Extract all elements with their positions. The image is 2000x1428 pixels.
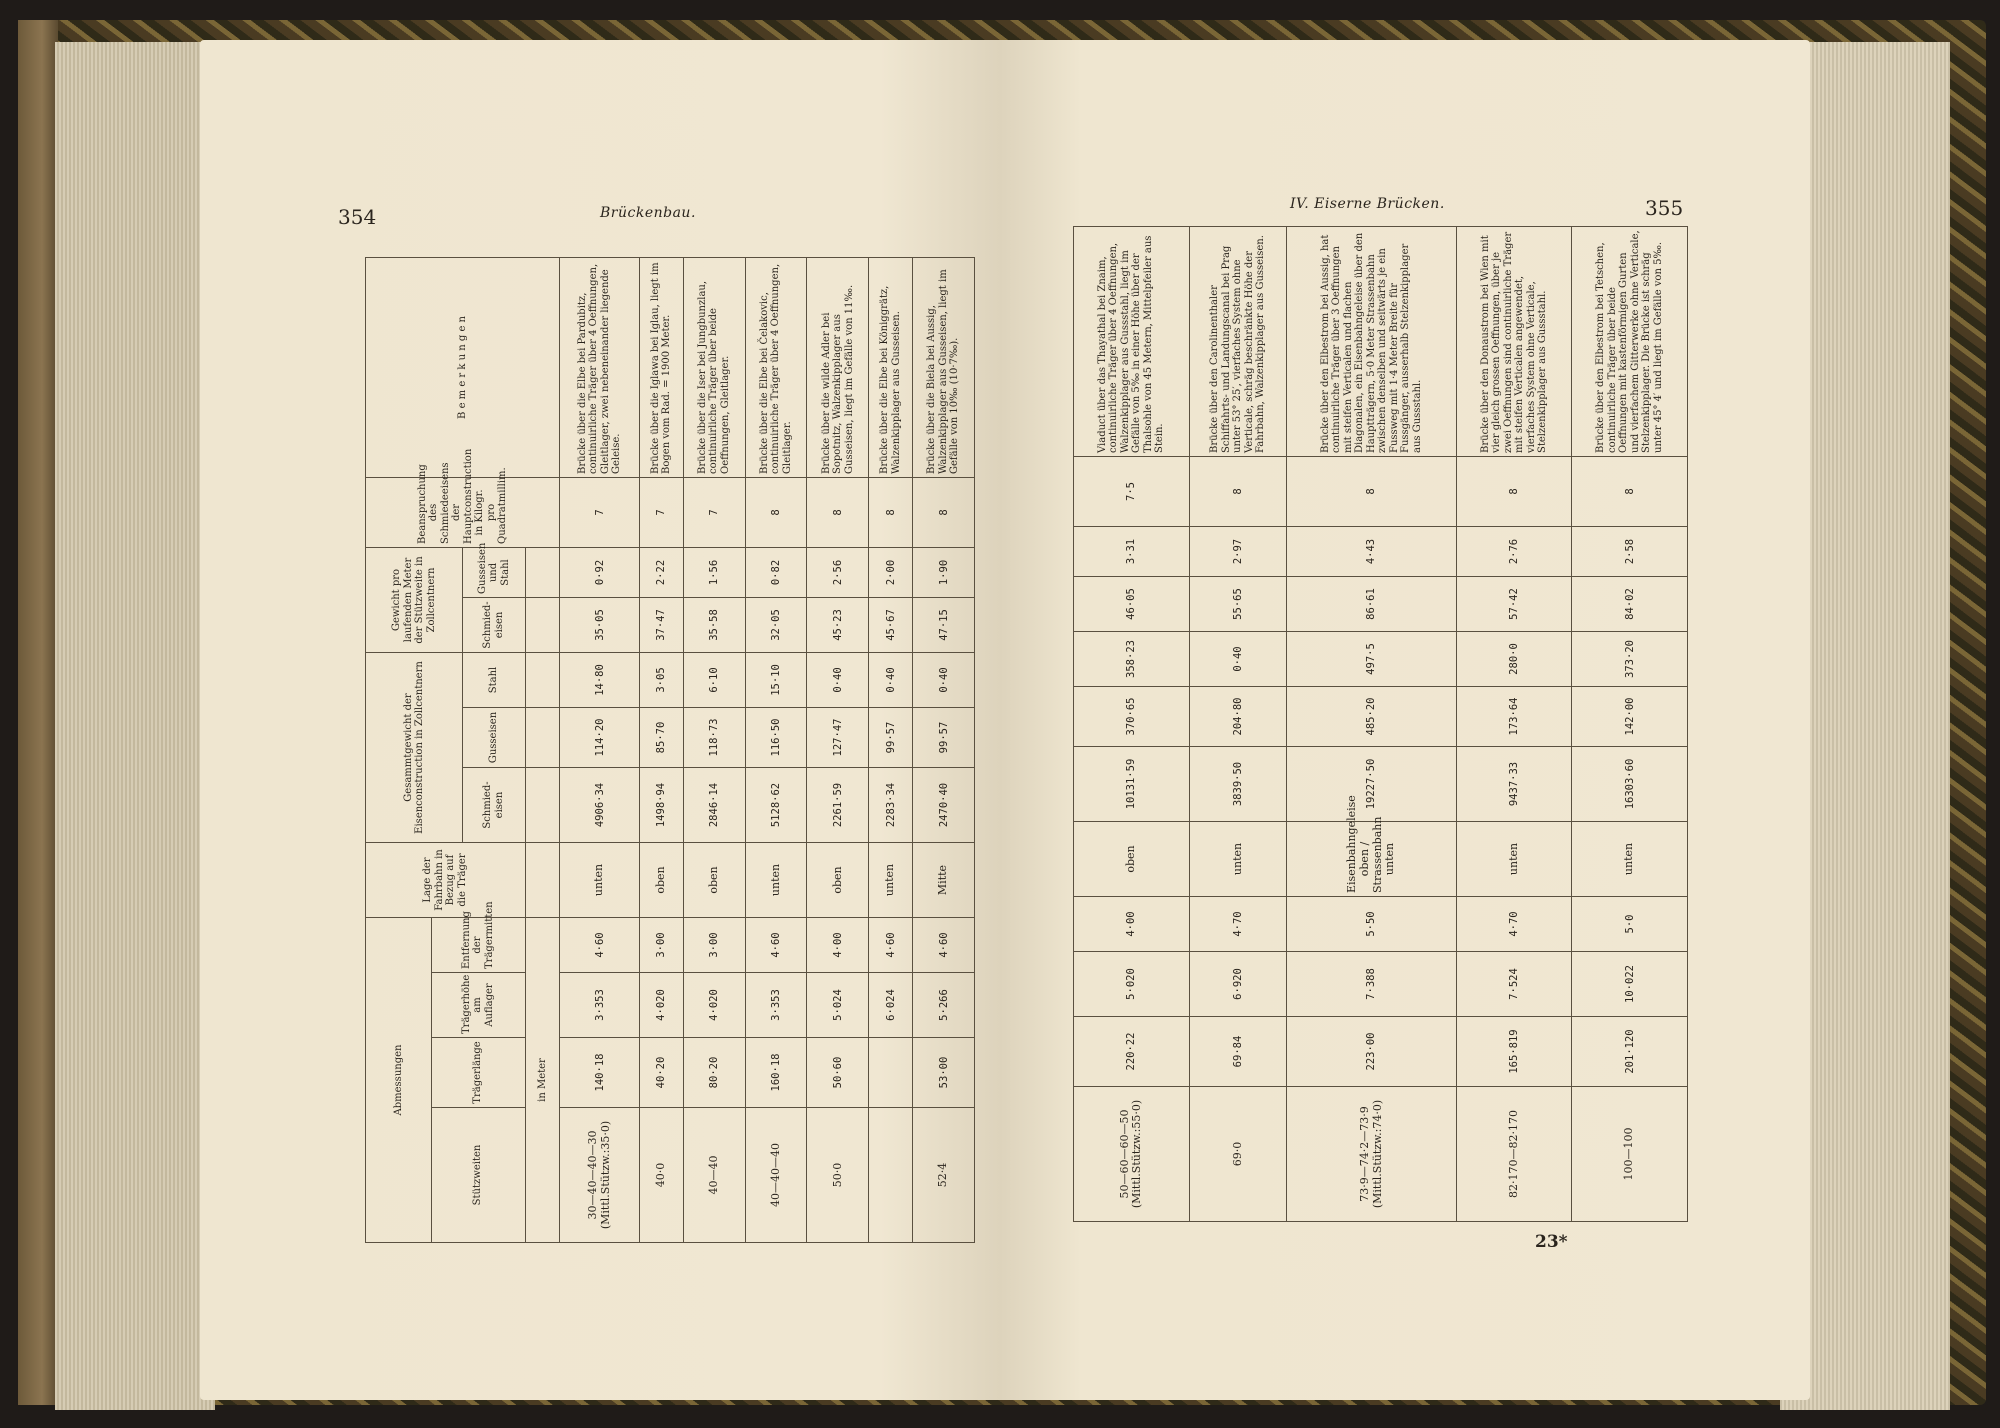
cell-entf: 4·60 <box>913 918 975 973</box>
cell-laenge: 53·00 <box>913 1038 975 1108</box>
cell-laenge: 220·22 <box>1074 1017 1190 1087</box>
cell-rem: Brücke über den Carolinenthaler Schiffahrts- und Landungscanal bei Prag unter 53° 25′, vierfaches System ohne Verticale, schräg beschränkte Höhe der Fahrbahn, Walzenkipplager aus Gusseisen. <box>1189 227 1287 457</box>
cell-ges_guss: 85·70 <box>639 708 683 768</box>
cell-ges_stahl: 497·5 <box>1287 632 1457 687</box>
cell-ges_schm: 16303·60 <box>1572 747 1688 822</box>
cell-lage: oben <box>683 843 745 918</box>
cell-rem: Brücke über die Elbe bei Čelakovic, continuirliche Träger über 4 Oeffnungen, Gleitlager. <box>745 257 807 477</box>
cell-bean: 8 <box>745 477 807 547</box>
cell-ges_schm: 5128·62 <box>745 768 807 843</box>
cell-ges_schm: 4906·34 <box>560 768 640 843</box>
table-row <box>745 257 807 1242</box>
cell-ges_schm: 2470·40 <box>913 768 975 843</box>
cell-rem: Brücke über den Elbestrom bei Tetschen, continuirliche Träger über beide Oeffnungen mit kastenförmigen Gurten und vierfachem Gitterwerke ohne Verticale, Stelzenkipplager. Die Brücke ist schräg unter 45° 4′ und liegt im Gefälle von 5‰. <box>1572 227 1688 457</box>
cell-hoehe: 7·524 <box>1456 952 1572 1017</box>
cell-rem: Brücke über die Elbe bei Pardubitz, continuirliche Träger über 4 Oeffnungen, Gleitlager, zwei nebeneinander liegende Geleise. <box>560 257 640 477</box>
header-bemerkungen: B e m e r k u n g e n <box>366 257 560 477</box>
cell-ges_guss: 485·20 <box>1287 687 1457 747</box>
header-gewicht-pro: Gewicht pro laufenden Meter der Stützweite in Zollcentnern <box>366 547 463 652</box>
cell-hoehe: 10·022 <box>1572 952 1688 1017</box>
cell-lm_schm: 55·65 <box>1189 577 1287 632</box>
cell-lage: Eisenbahngeleise oben / Strassenbahn unten <box>1287 822 1457 897</box>
table-row <box>807 257 869 1242</box>
header-lage: Lage der Fahrbahn in Bezug auf die Träger <box>366 843 526 918</box>
cell-bean: 7 <box>560 477 640 547</box>
cell-entf: 4·60 <box>745 918 807 973</box>
header-beanspruchung: Beanspruchung des Schmiedeeisens der Hauptconstruction in Kilogr. pro Quadratmillim. <box>366 477 560 547</box>
table-row <box>639 257 683 1242</box>
cell-ges_guss: 114·20 <box>560 708 640 768</box>
cell-hoehe: 5·024 <box>807 973 869 1038</box>
cell-lage: unten <box>1572 822 1688 897</box>
cell-lm_guss: 4·43 <box>1287 527 1457 577</box>
cell-bean: 8 <box>807 477 869 547</box>
cell-ges_schm: 9437·33 <box>1456 747 1572 822</box>
cell-lm_schm: 35·05 <box>560 597 640 652</box>
table-row <box>913 257 975 1242</box>
right-table-body <box>1074 227 1688 1222</box>
cell-rem: Brücke über die Iglawa bei Iglau, liegt im Bogen vom Rad. = 1900 Meter. <box>639 257 683 477</box>
cell-hoehe: 3·353 <box>560 973 640 1038</box>
cell-ges_guss: 127·47 <box>807 708 869 768</box>
cell-ges_stahl: 373·20 <box>1572 632 1688 687</box>
cell-stuetz: 40—40—40 <box>745 1108 807 1243</box>
cell-ges_guss: 142·00 <box>1572 687 1688 747</box>
running-head-left: Brückenbau. <box>600 205 696 221</box>
cell-lm_guss: 2·00 <box>869 547 913 597</box>
cell-ges_stahl: 14·80 <box>560 652 640 707</box>
cell-hoehe: 4·020 <box>683 973 745 1038</box>
cell-entf: 3·00 <box>639 918 683 973</box>
signature-mark: 23* <box>1535 1232 1568 1252</box>
cell-hoehe: 7·388 <box>1287 952 1457 1017</box>
table-row <box>1287 227 1457 1222</box>
cell-lage: oben <box>1074 822 1190 897</box>
cell-ges_stahl: 0·40 <box>913 652 975 707</box>
cell-bean: 8 <box>1572 457 1688 527</box>
cell-rem: Viaduct über das Thayathal bei Znaim, continuirliche Träger über 4 Oeffnungen, Walzenkipplager aus Gussstahl, liegt im Gefälle von 5‰ in einer Höhe über der Thalsohle von 45 Metern, Mittelpfeiler aus Stein. <box>1074 227 1190 457</box>
cell-rem: Brücke über den Elbestrom bei Aussig, hat continuirliche Träger über 3 Oeffnungen mit steifen Verticalen und flachen Diagonalen, ein Eisenbahngeleise über den Hauptträgern, 5·0 Meter Strassenbahn zwischen denselben und seitwärts je ein Fussweg mit 1·4 Meter Breite für Fussgänger, ausserhalb Stelzenkipplager aus Gussstahl. <box>1287 227 1457 457</box>
cell-lage: unten <box>745 843 807 918</box>
cell-rem: Brücke über die Biela bei Aussig, Walzenkipplager aus Gusseisen, liegt im Gefälle von 10‰ (10·7‰). <box>913 257 975 477</box>
cell-bean: 8 <box>1456 457 1572 527</box>
cell-laenge: 80·20 <box>683 1038 745 1108</box>
cell-stuetz: 100—100 <box>1572 1087 1688 1222</box>
cell-hoehe: 3·353 <box>745 973 807 1038</box>
cell-stuetz: 30—40—40—30 (Mittl.Stützw.:35·0) <box>560 1108 640 1243</box>
cell-hoehe: 6·024 <box>869 973 913 1038</box>
cell-lm_schm: 57·42 <box>1456 577 1572 632</box>
cell-lm_guss: 1·90 <box>913 547 975 597</box>
cell-ges_stahl: 358·23 <box>1074 632 1190 687</box>
cell-ges_stahl: 15·10 <box>745 652 807 707</box>
cell-rem: Brücke über den Donaustrom bei Wien mit vier gleich grossen Oeffnungen, über je zwei Oeffnungen sind continuirliche Träger mit steifen Verticalen angewendet, vierfaches System ohne Verticale, Stelzenkipplager aus Gussstahl. <box>1456 227 1572 457</box>
running-head-right: IV. Eiserne Brücken. <box>1290 196 1445 212</box>
cell-ges_guss: 99·57 <box>913 708 975 768</box>
table-row <box>869 257 913 1242</box>
cell-entf: 5·0 <box>1572 897 1688 952</box>
cell-hoehe: 5·020 <box>1074 952 1190 1017</box>
cell-stuetz: 40—40 <box>683 1108 745 1243</box>
cell-laenge <box>869 1038 913 1108</box>
cell-ges_guss: 370·65 <box>1074 687 1190 747</box>
cell-ges_guss: 99·57 <box>869 708 913 768</box>
table-row <box>1189 227 1287 1222</box>
cell-entf: 4·00 <box>807 918 869 973</box>
cell-ges_stahl: 0·40 <box>1189 632 1287 687</box>
cell-stuetz: 50·0 <box>807 1108 869 1243</box>
cell-laenge: 50·60 <box>807 1038 869 1108</box>
cell-lm_schm: 86·61 <box>1287 577 1457 632</box>
cell-laenge: 201·120 <box>1572 1017 1688 1087</box>
cell-lm_schm: 37·47 <box>639 597 683 652</box>
cell-ges_schm: 2283·34 <box>869 768 913 843</box>
header-stahl: Stahl <box>463 652 526 707</box>
cell-lage: oben <box>639 843 683 918</box>
cell-ges_schm: 3839·50 <box>1189 747 1287 822</box>
cell-ges_schm: 10131·59 <box>1074 747 1190 822</box>
cell-lm_guss: 3·31 <box>1074 527 1190 577</box>
cell-ges_stahl: 3·05 <box>639 652 683 707</box>
cell-lm_schm: 32·05 <box>745 597 807 652</box>
cell-entf: 4·00 <box>1074 897 1190 952</box>
cell-lm_schm: 46·05 <box>1074 577 1190 632</box>
cell-bean: 8 <box>869 477 913 547</box>
right-table-rotated <box>1073 227 1688 1222</box>
cell-entf: 4·60 <box>560 918 640 973</box>
cell-ges_schm: 19227·50 <box>1287 747 1457 822</box>
cell-laenge: 140·18 <box>560 1038 640 1108</box>
cell-ges_schm: 2261·59 <box>807 768 869 843</box>
header-schmiedeeisen: Schmied-eisen <box>463 768 526 843</box>
cell-lm_schm: 47·15 <box>913 597 975 652</box>
cell-ges_guss: 116·50 <box>745 708 807 768</box>
cell-laenge: 223·00 <box>1287 1017 1457 1087</box>
cell-laenge: 160·18 <box>745 1038 807 1108</box>
right-bridge-table <box>1073 226 1688 1222</box>
cell-lage: unten <box>560 843 640 918</box>
cell-hoehe: 5·266 <box>913 973 975 1038</box>
cell-bean: 8 <box>1189 457 1287 527</box>
cell-bean: 7 <box>683 477 745 547</box>
cell-ges_schm: 2846·14 <box>683 768 745 843</box>
cell-stuetz: 82·170—82·170 <box>1456 1087 1572 1222</box>
cell-lm_guss: 0·92 <box>560 547 640 597</box>
cell-lm_guss: 2·97 <box>1189 527 1287 577</box>
cell-stuetz: 52·4 <box>913 1108 975 1243</box>
cell-lage: oben <box>807 843 869 918</box>
header-entfernung: Entfernung der Trägermitten <box>431 918 525 973</box>
cell-laenge: 69·84 <box>1189 1017 1287 1087</box>
cell-ges_stahl: 0·40 <box>807 652 869 707</box>
cell-rem: Brücke über die Elbe bei Königgrätz, Walzenkipplager aus Gusseisen. <box>869 257 913 477</box>
table-row <box>683 257 745 1242</box>
cell-bean: 8 <box>913 477 975 547</box>
left-table-rotated <box>365 258 975 1243</box>
cell-rem: Brücke über die wilde Adler bei Sopotnitz, Walzenkipplager aus Gusseisen, liegt im Gefälle von 11‰. <box>807 257 869 477</box>
page-edges-left <box>55 42 215 1410</box>
cell-entf: 4·70 <box>1189 897 1287 952</box>
table-row <box>560 257 640 1242</box>
header-gusseisen: Gusseisen <box>463 708 526 768</box>
cell-lm_guss: 2·22 <box>639 547 683 597</box>
cell-stuetz: 69·0 <box>1189 1087 1287 1222</box>
cell-lage: unten <box>1456 822 1572 897</box>
cell-lm_guss: 2·76 <box>1456 527 1572 577</box>
cell-rem: Brücke über die Iser bei Jungbunzlau, continuirliche Träger über beide Oeffnungen, Gleitlager. <box>683 257 745 477</box>
cell-laenge: 165·819 <box>1456 1017 1572 1087</box>
cell-hoehe: 4·020 <box>639 973 683 1038</box>
cell-ges_schm: 1498·94 <box>639 768 683 843</box>
table-row <box>1074 227 1190 1222</box>
cell-lm_guss: 2·56 <box>807 547 869 597</box>
cell-ges_guss: 173·64 <box>1456 687 1572 747</box>
left-table-body <box>560 257 975 1242</box>
cell-bean: 8 <box>1287 457 1457 527</box>
header-lm-gusseisen-stahl: Gusseisen und Stahl <box>463 547 526 597</box>
cell-laenge: 40·20 <box>639 1038 683 1108</box>
cell-lm_schm: 35·58 <box>683 597 745 652</box>
cell-ges_stahl: 0·40 <box>869 652 913 707</box>
header-lm-schmiedeeisen: Schmied-eisen <box>463 597 526 652</box>
table-row <box>1456 227 1572 1222</box>
cell-entf: 4·70 <box>1456 897 1572 952</box>
header-gesammtgewicht: Gesammtgewicht der Eisenconstruction in Zollcentnern <box>366 652 463 842</box>
header-stuetzweiten: Stützweiten <box>431 1108 525 1243</box>
folio-left: 354 <box>338 205 377 229</box>
cell-stuetz: 40·0 <box>639 1108 683 1243</box>
cell-ges_guss: 204·80 <box>1189 687 1287 747</box>
cell-lm_schm: 45·23 <box>807 597 869 652</box>
cell-bean: 7 <box>639 477 683 547</box>
cell-lm_schm: 84·02 <box>1572 577 1688 632</box>
cell-entf: 5·50 <box>1287 897 1457 952</box>
cell-stuetz: 50—60—60—50 (Mittl.Stützw.:55·0) <box>1074 1087 1190 1222</box>
cell-lage: Mitte <box>913 843 975 918</box>
cover-edge <box>18 20 58 1405</box>
cell-lm_guss: 1·56 <box>683 547 745 597</box>
table-row <box>1572 227 1688 1222</box>
cell-lm_guss: 2·58 <box>1572 527 1688 577</box>
cell-ges_stahl: 6·10 <box>683 652 745 707</box>
cell-lage: unten <box>869 843 913 918</box>
cell-bean: 7·5 <box>1074 457 1190 527</box>
cell-ges_stahl: 280·0 <box>1456 632 1572 687</box>
cell-lm_guss: 0·82 <box>745 547 807 597</box>
header-traegerhoehe: Trägerhöhe am Auflager <box>431 973 525 1038</box>
folio-right: 355 <box>1645 196 1684 220</box>
cell-stuetz: 73·9—74·2—73·9 (Mittl.Stützw.:74·0) <box>1287 1087 1457 1222</box>
header-in-meter: in Meter <box>525 918 559 1243</box>
cell-stuetz <box>869 1108 913 1243</box>
cell-hoehe: 6·920 <box>1189 952 1287 1017</box>
header-abmessungen: Abmessungen <box>366 918 432 1243</box>
cell-ges_guss: 118·73 <box>683 708 745 768</box>
cell-lm_schm: 45·67 <box>869 597 913 652</box>
cell-entf: 4·60 <box>869 918 913 973</box>
left-bridge-table <box>365 257 975 1243</box>
cell-entf: 3·00 <box>683 918 745 973</box>
cell-lage: unten <box>1189 822 1287 897</box>
header-traegerlaenge: Trägerlänge <box>431 1038 525 1108</box>
